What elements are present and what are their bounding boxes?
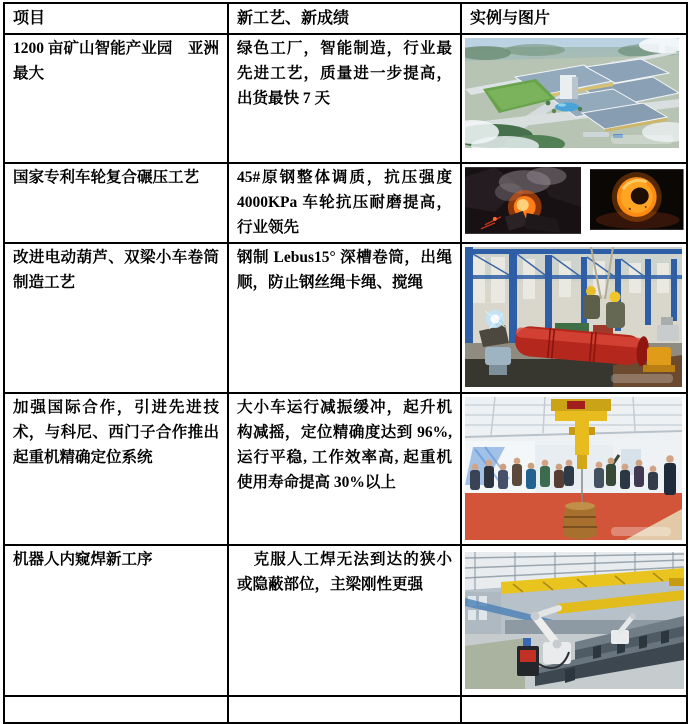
barrel [563,502,597,540]
cell-photos [461,545,687,696]
crane-demo-exhibition-photo [465,397,682,540]
achievement-text: 大小车运行减振缓冲，起升机构减摇，定位精确度达到 96%, 运行平稳, 工作效率高, 起重机使用寿命提高 30%以上 [237,399,452,491]
project-text: 机器人内窥焊新工序 [13,551,153,568]
header-label: 新工艺、新成绩 [237,10,350,27]
project-text: 加强国际合作，引进先进技术，与科尼、西门子合作推出起重机精确定位系统 [13,399,219,466]
cell-project [4,696,228,723]
robot-welding-workshop-photo [465,552,684,689]
column-header-achievement [228,3,461,34]
achievement-text: 45#原钢整体调质，抗压强度 4000KPa 车轮抗压耐磨提高，行业领先 [237,169,452,236]
glowing-wheel-photo [590,169,684,230]
achievement-text: 钢制 Lebus15° 深槽卷筒，出绳顺，防止钢丝绳卡绳、搅绳 [237,249,452,291]
process-achievement-table [3,2,688,724]
cell-achievement [228,163,461,243]
watermark [611,527,671,536]
header-label: 项目 [13,10,46,27]
cell-photos [461,393,687,545]
header-row [4,3,687,34]
column-header-examples [461,3,687,34]
watermark [611,135,673,144]
cell-project [4,163,228,243]
project-text: 国家专利车轮复合碾压工艺 [13,169,200,186]
cell-achievement [228,393,461,545]
table-row [4,34,687,163]
cell-achievement [228,34,461,163]
cell-project [4,34,228,163]
wheel-forging-photo [465,167,581,234]
cell-achievement [228,243,461,393]
cell-achievement [228,545,461,696]
header-label: 实例与图片 [470,10,551,27]
cell-achievement [228,696,461,723]
table-row-partial [4,696,687,723]
industrial-park-aerial-photo [465,38,679,148]
cell-photos [461,243,687,393]
red-drum-assembly-photo [465,247,682,387]
table-row [4,243,687,393]
cell-photos [461,696,687,723]
watermark [611,374,673,383]
cell-project [4,545,228,696]
achievement-text: 绿色工厂，智能制造，行业最先进工艺，质量进一步提高，出货最快 7 天 [237,40,452,107]
cell-project [4,243,228,393]
cell-photos [461,163,687,243]
column-header-project [4,3,228,34]
table-row [4,163,687,243]
project-text: 改进电动葫芦、双梁小车卷筒制造工艺 [13,249,219,291]
cell-photos [461,34,687,163]
project-text: 1200 亩矿山智能产业园 亚洲最大 [13,40,219,82]
cell-project [4,393,228,545]
table-row [4,545,687,696]
achievement-text: 克服人工焊无法到达的狭小或隐蔽部位，主梁刚性更强 [237,551,452,593]
table-row [4,393,687,545]
